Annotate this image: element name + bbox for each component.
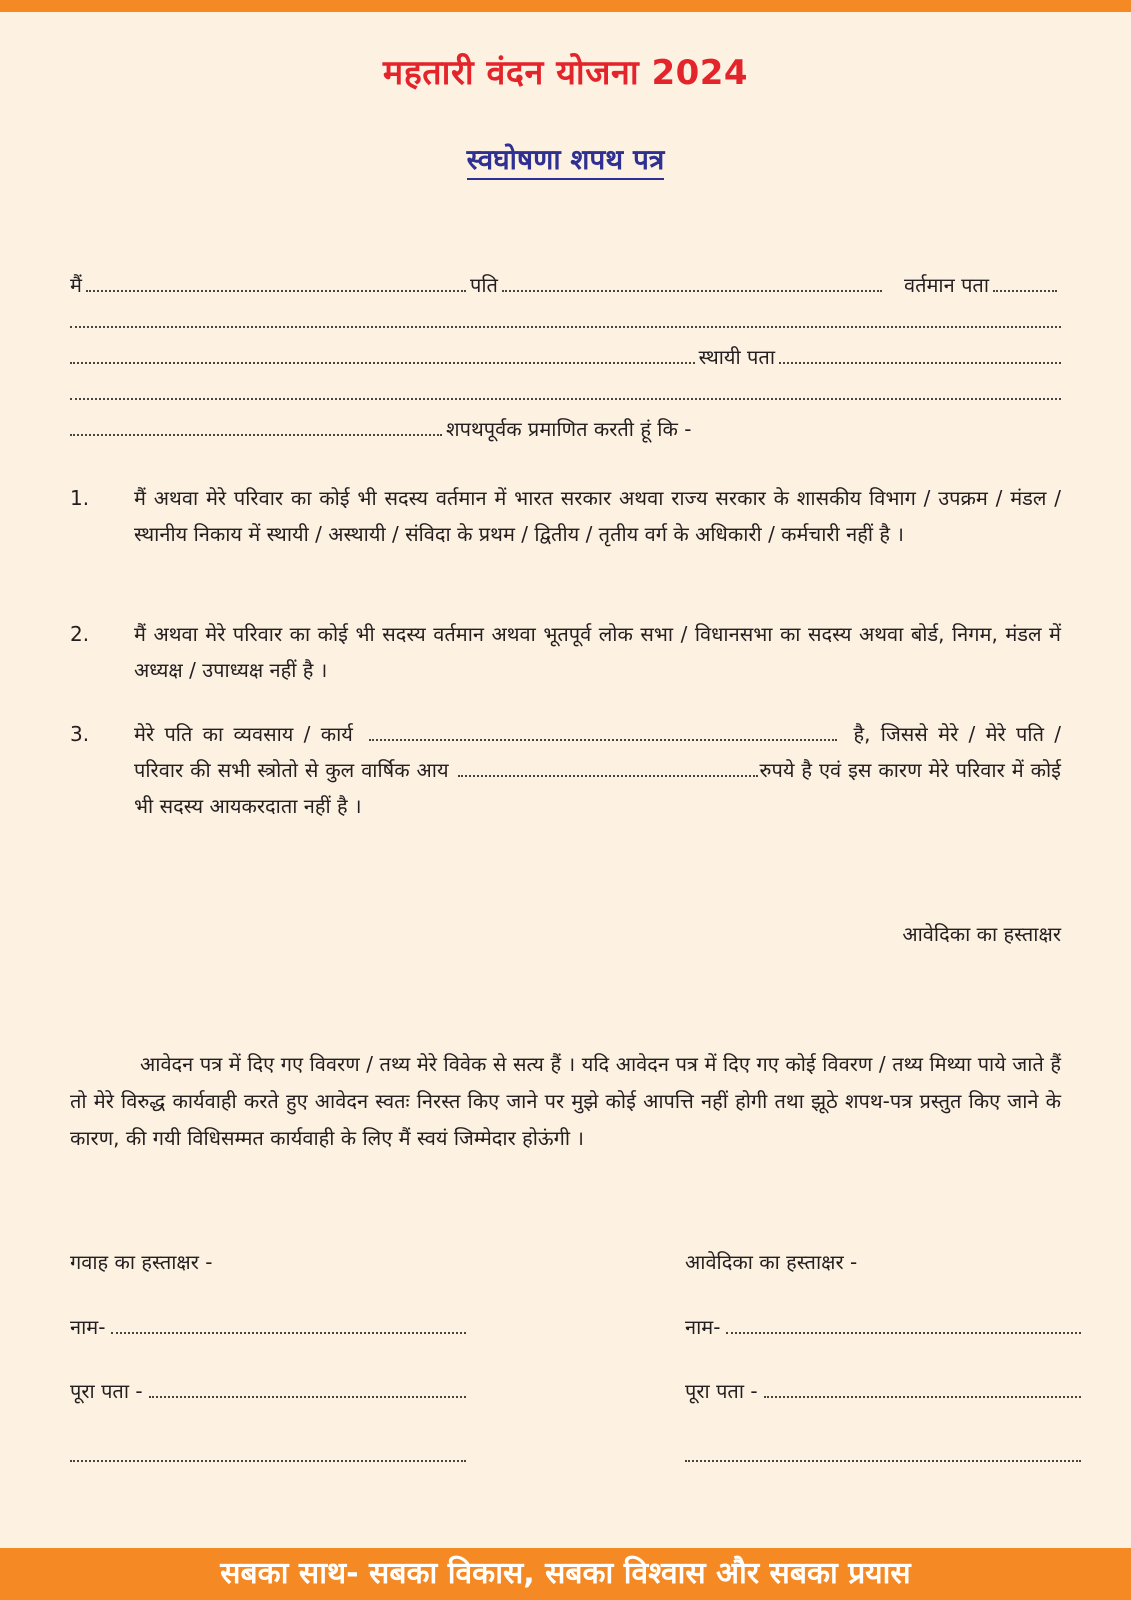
witness-name-row bbox=[70, 1312, 470, 1340]
name-line bbox=[70, 270, 1061, 299]
applicant-address-row-2 bbox=[685, 1440, 1085, 1468]
applicant-name-row bbox=[685, 1312, 1085, 1340]
applicant-address-field-2[interactable] bbox=[685, 1440, 1081, 1462]
current-address-label: वर्तमान पता bbox=[903, 273, 990, 297]
point-text: मैं अथवा मेरे परिवार का कोई भी सदस्य वर्तमान अथवा भूतपूर्व लोक सभा / विधानसभा का सदस्य अथवा बोर्ड, निगम, मंडल में अध्यक्ष / उपाध्यक्ष नहीं है । bbox=[134, 622, 1061, 682]
husband-name-field[interactable] bbox=[502, 270, 882, 292]
top-accent-bar bbox=[0, 0, 1131, 12]
permanent-address-field-2[interactable] bbox=[70, 378, 1061, 400]
witness-address-field-2[interactable] bbox=[70, 1440, 466, 1462]
declaration-paragraph: आवेदन पत्र में दिए गए विवरण / तथ्य मेरे विवेक से सत्य हैं । यदि आवेदन पत्र में दिए गए कोई विवरण / तथ्य मिथ्या पाये जाते हैं तो मेरे विरुद्ध कार्यवाही करते हुए आवेदन स्वतः निरस्त किए जाने पर मुझे कोई आपत्ति नहीं होगी तथा झूठे शपथ-पत्र प्रस्तुत किए जाने के कारण, की गयी विधिसम्मत कार्यवाही के लिए मैं स्वयं जिम्मेदार होऊंगी । bbox=[70, 1052, 1061, 1150]
point-text: मैं अथवा मेरे परिवार का कोई भी सदस्य वर्तमान में भारत सरकार अथवा राज्य सरकार के शासकीय विभाग / उपक्रम / मंडल / स्थानीय निकाय में स्थायी / अस्थायी / संविदा के प्रथम / द्वितीय / तृतीय वर्ग के अधिकारी / कर्मचारी नहीं है । bbox=[134, 486, 1061, 546]
current-address-line-2 bbox=[70, 306, 1061, 328]
footer-slogan: सबका साथ- सबका विकास, सबका विश्वास और सबका प्रयास bbox=[220, 1556, 911, 1591]
point-number: 3. bbox=[70, 722, 90, 746]
point-number: 2. bbox=[70, 622, 90, 646]
applicant-name-label: नाम- bbox=[685, 1315, 721, 1339]
current-address-field-2[interactable] bbox=[70, 306, 1061, 328]
point-1 bbox=[70, 480, 1061, 552]
me-label: मैं bbox=[70, 273, 82, 297]
affirmation-text: शपथपूर्वक प्रमाणित करती हूं कि - bbox=[446, 417, 692, 441]
applicant-signature-label: आवेदिका का हस्ताक्षर bbox=[902, 922, 1061, 946]
permanent-address-field[interactable] bbox=[779, 342, 1061, 364]
applicant-address-field[interactable] bbox=[764, 1376, 1081, 1398]
applicant-name-field[interactable] bbox=[726, 1312, 1081, 1334]
subtitle-text: स्वघोषणा शपथ पत्र bbox=[467, 143, 665, 180]
witness-section bbox=[70, 1248, 470, 1504]
income-label: है, जिससे मेरे / मेरे पति / परिवार की सभी स्त्रोतो से कुल वार्षिक आय bbox=[134, 722, 1062, 782]
form-subtitle bbox=[0, 140, 1131, 178]
witness-signature-row bbox=[70, 1248, 470, 1276]
footer-slogan-bar bbox=[0, 1548, 1131, 1600]
witness-name-field[interactable] bbox=[111, 1312, 466, 1334]
name-field[interactable] bbox=[86, 270, 466, 292]
current-address-field[interactable] bbox=[993, 270, 1057, 292]
point-text bbox=[134, 716, 1061, 824]
current-address-field-3[interactable] bbox=[70, 342, 695, 364]
witness-name-label: नाम- bbox=[70, 1315, 106, 1339]
witness-address-field[interactable] bbox=[149, 1376, 466, 1398]
applicant-section bbox=[685, 1248, 1085, 1504]
occupation-label: मेरे पति का व्यवसाय / कार्य bbox=[134, 722, 353, 746]
point-2 bbox=[70, 616, 1061, 688]
applicant-signature-row bbox=[685, 1248, 1085, 1276]
affirmation-line bbox=[70, 414, 1061, 443]
husband-label: पति bbox=[469, 273, 498, 297]
witness-address-row-2 bbox=[70, 1440, 470, 1468]
point-number: 1. bbox=[70, 486, 90, 510]
witness-address-label: पूरा पता - bbox=[70, 1379, 143, 1403]
page-title: महतारी वंदन योजना 2024 bbox=[382, 53, 749, 93]
witness-address-row bbox=[70, 1376, 470, 1404]
applicant-signature-label-2: आवेदिका का हस्ताक्षर - bbox=[685, 1250, 858, 1274]
permanent-address-label: स्थायी पता bbox=[698, 345, 775, 369]
income-suffix: रुपये है एवं इस कारण मेरे परिवार में कोई भी सदस्य आयकरदाता नहीं है । bbox=[134, 758, 1061, 818]
applicant-address-row bbox=[685, 1376, 1085, 1404]
point-3 bbox=[70, 716, 1061, 824]
annual-income-field[interactable] bbox=[458, 757, 758, 777]
permanent-address-line-2 bbox=[70, 378, 1061, 400]
witness-signature-label: गवाह का हस्ताक्षर - bbox=[70, 1250, 213, 1274]
permanent-address-line bbox=[70, 342, 1061, 371]
permanent-address-field-3[interactable] bbox=[70, 414, 442, 436]
occupation-field[interactable] bbox=[369, 721, 837, 741]
applicant-address-label: पूरा पता - bbox=[685, 1379, 758, 1403]
